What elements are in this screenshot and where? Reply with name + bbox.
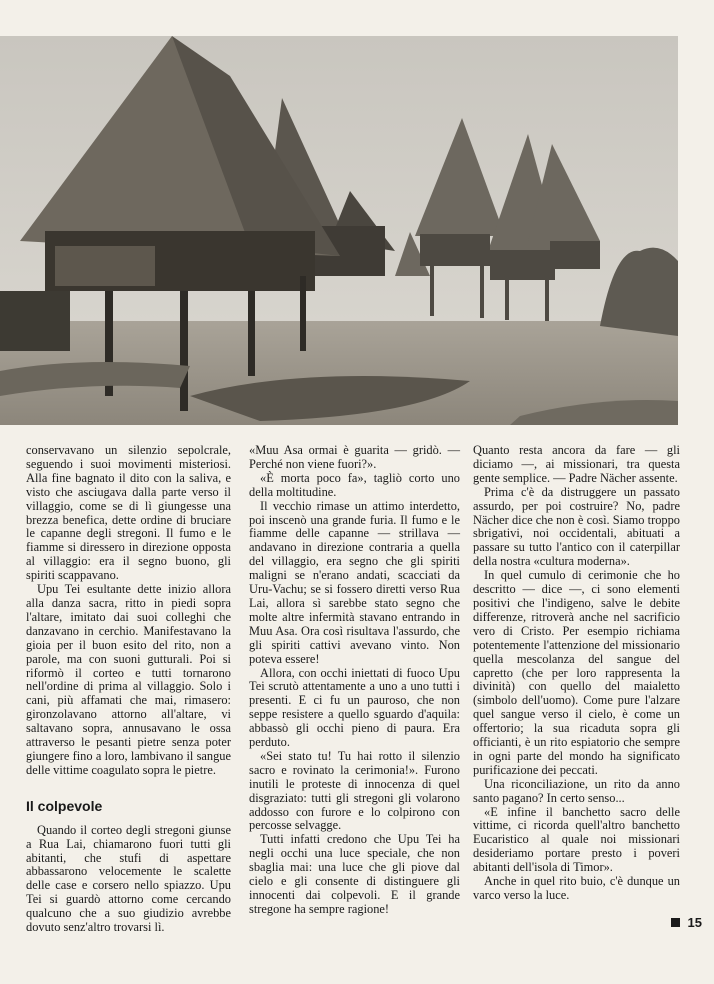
paragraph: «Muu Asa ormai è guarita — gridò. — Perché non viene fuori?». [249, 443, 460, 471]
text-column-1 [26, 444, 231, 935]
paragraph: Upu Tei esultante dette inizio allora alla danza sacra, ritto in piedi sopra l'altare, imitato dai suoi colleghi che danzavano in cerchio. Manifestavano la gioia per il buon esito del rito, non a parole, ma con suoni gutturali. Poi si riformò il corteo e tutti tornarono nell'ordine di prima al villaggio. Solo i cani, più affamati che mai, rimasero: gironzolavano attorno all'altare, vi saltavano sopra, annusavano le ossa attraverso le pesanti pietre senza poter giungere fino a loro, lambivano il sangue delle vittime coagulato sopra le pietre. [26, 582, 231, 777]
paragraph: Il vecchio rimase un attimo interdetto, poi inscenò una grande furia. Il fumo e le fiamme delle capanne — strillava — andavano in direzione contraria a quella del villaggio, era segno che gli spiriti maligni se n'erano andati, scacciati da Uru-Vachu; se si fossero diretti verso Rua Lai, allora sì sarebbe stato segno che molte altre infermità stavano entrando in Muu Asa. Ora così risultava l'assurdo, che gli spiriti cattivi avevano vinto. Non poteva essere! [249, 498, 460, 666]
page-number-label: 15 [687, 915, 702, 930]
paragraph: «Sei stato tu! Tu hai rotto il silenzio sacro e rovinato la cerimonia!». Furono inutili le proteste di innocenza di quel disgraziato: tutti gli stregoni gli volarono addosso con furore e lo colpirono con percosse selvagge. [249, 748, 460, 833]
text-column-3 [473, 444, 680, 903]
paragraph: Anche in quel rito buio, c'è dunque un varco verso la luce. [473, 874, 680, 902]
section-heading: Il colpevole [26, 797, 103, 814]
paragraph: conservavano un silenzio sepolcrale, seguendo i suoi movimenti misteriosi. Alla fine bagnato il dito con la saliva, e visto che asciugava dalla parte verso il villaggio, come se di lì giungesse una brezza benefica, dette ordine di bruciare le capanne degli stregoni. Il fumo e le fiamme si diressero in direzione opposta al villaggio: era il segno buono, gli spiriti scappavano. [26, 443, 231, 583]
paragraph: Quando il corteo degli stregoni giunse a Rua Lai, chiamarono fuori tutti gli abitanti, che stufi di aspettare abbassarono velocemente le scalette delle case e corsero nello spiazzo. Upu Tei si guardò attorno come cercando qualcuno che a suo giudizio avrebbe dovuto senz'altro trovarsi lì. [26, 822, 231, 935]
page-number [671, 915, 702, 930]
paragraph: Prima c'è da distruggere un passato assurdo, per poi costruire? No, padre Nächer dice che non è così. Siamo troppo sbrigativi, noi occidentali, abituati a passare su tutto l'antico con il caterpillar della nostra «cultura moderna». [473, 484, 680, 569]
paragraph: Allora, con occhi iniettati di fuoco Upu Tei scrutò attentamente a uno a uno tutti i presenti. E ci fu un pauroso, che non seppe resistere a quello sguardo d'aquila: abbassò gli occhi pieno di paura. Era perduto. [249, 665, 460, 750]
paragraph: Tutti infatti credono che Upu Tei ha negli occhi una luce speciale, che non sbaglia mai: una luce che gli piove dal cielo e gli consente di distinguere gli innocenti dai colpevoli. E il grande stregone ha sempre ragione! [249, 832, 460, 916]
village-photo [0, 36, 678, 425]
paragraph: Quanto resta ancora da fare — gli diciamo —, ai missionari, tra questa gente semplice. — Padre Nächer assente. [473, 443, 680, 485]
paragraph: «È morta poco fa», tagliò corto uno della moltitudine. [249, 470, 460, 499]
paragraph: Una riconciliazione, un rito da anno santo pagano? In certo senso... [473, 776, 680, 805]
text-column-2 [249, 444, 460, 917]
square-bullet-icon [671, 918, 680, 927]
paragraph: In quel cumulo di cerimonie che ho descritto — dice —, ci sono elementi positivi che l'indigeno, salve le debite differenze, ritroverà anche nel sacrificio vero di Cristo. Per esempio richiama potentemente l'attenzione del missionario quella mescolanza del sangue del capretto (che per loro rappresenta la divinità) con quello del maialetto (simbolo dell'uomo). Come pure l'alzare quel sangue verso il cielo, è come un offertorio; la sua ricaduta sopra gli officianti, è un rito espiatorio che sempre in ogni parte del mondo ha significato purificazione dei peccati. [473, 568, 680, 777]
paragraph: «E infine il banchetto sacro delle vittime, ci ricorda quell'altro banchetto Eucaristico al quale noi missionari desideriamo portare presto i poveri abitanti dell'isola di Timor». [473, 804, 680, 875]
